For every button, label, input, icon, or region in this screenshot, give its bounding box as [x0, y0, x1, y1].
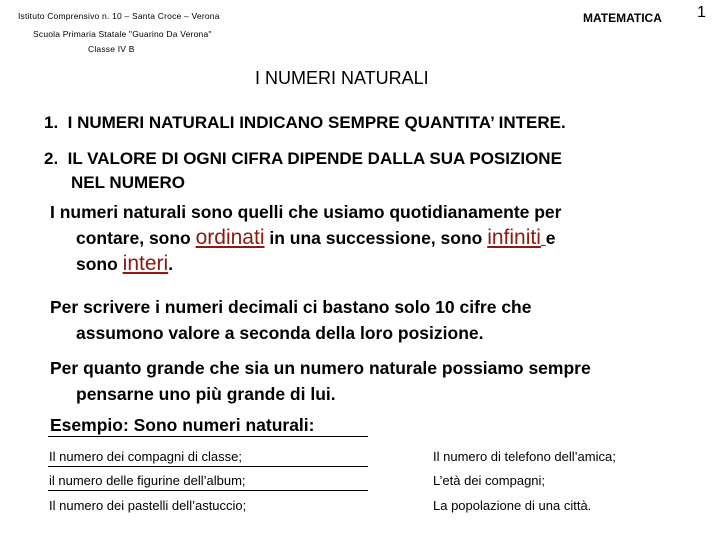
school-name: Istituto Comprensivo n. 10 – Santa Croce – Verona	[18, 11, 220, 21]
highlight-interi: interi	[122, 252, 169, 275]
item-number: 1.	[44, 113, 59, 132]
example-item: La popolazione di una città.	[433, 498, 592, 513]
numbered-item-2-continuation: NEL NUMERO	[71, 173, 185, 192]
divider	[48, 436, 368, 437]
example-item: Il numero dei compagni di classe;	[49, 449, 242, 464]
school-type: Scuola Primaria Statale "Guarino Da Verona"	[33, 29, 212, 39]
subject-label: MATEMATICA	[583, 11, 662, 25]
highlight-ordinati: ordinati	[195, 226, 265, 249]
item-text: I NUMERI NATURALI INDICANO SEMPRE QUANTITA’ INTERE.	[67, 113, 566, 132]
paragraph-line: Per quanto grande che sia un numero naturale possiamo sempre	[50, 358, 591, 378]
divider	[48, 466, 368, 467]
paragraph-line: assumono valore a seconda della loro posizione.	[76, 323, 484, 343]
page-number: 1	[697, 4, 706, 21]
example-item: il numero delle figurine dell’album;	[49, 473, 246, 488]
paragraph-line: I numeri naturali sono quelli che usiamo quotidianamente per	[50, 202, 562, 222]
item-text: IL VALORE DI OGNI CIFRA DIPENDE DALLA SUA POSIZIONE	[67, 149, 562, 168]
example-item: Il numero di telefono dell’amica;	[433, 449, 616, 464]
highlight-infiniti: infiniti	[487, 226, 541, 249]
divider	[48, 490, 368, 491]
class-label: Classe IV B	[88, 44, 135, 54]
example-item: L’età dei compagni;	[433, 473, 546, 488]
numbered-item-1	[44, 111, 566, 135]
paragraph-line: pensarne uno più grande di lui.	[76, 384, 336, 404]
page-title: I NUMERI NATURALI	[255, 68, 429, 88]
numbered-item-2	[44, 147, 562, 171]
paragraph-line: contare, sono ordinati in una successione, sono infiniti e	[76, 226, 556, 249]
paragraph-naturals	[50, 199, 710, 277]
example-item: Il numero dei pastelli dell’astuccio;	[49, 498, 247, 513]
paragraph-line: Per scrivere i numeri decimali ci bastano solo 10 cifre che	[50, 297, 532, 317]
example-heading: Esempio: Sono numeri naturali:	[50, 415, 315, 435]
item-number: 2.	[44, 149, 59, 168]
paragraph-line: sono interi.	[76, 252, 174, 275]
paragraph-digits	[50, 294, 710, 346]
paragraph-infinite	[50, 355, 710, 407]
